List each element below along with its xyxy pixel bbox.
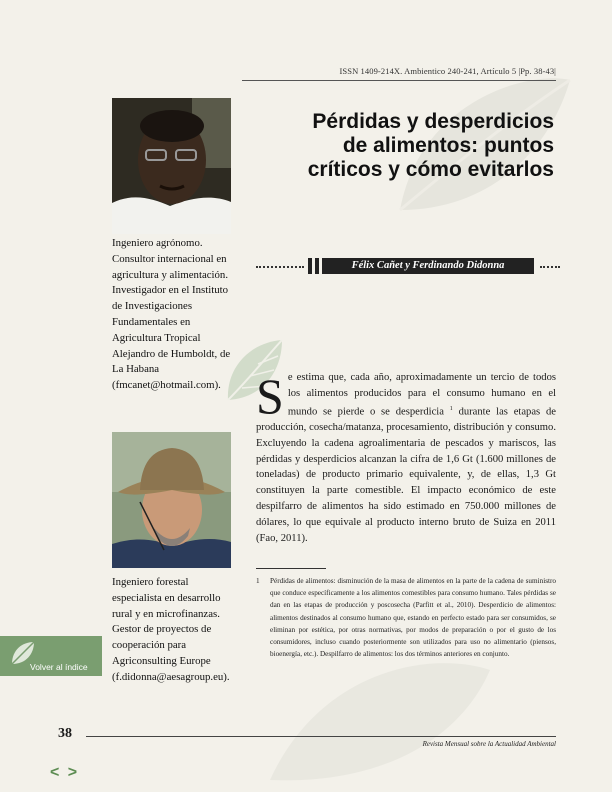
footnote (256, 575, 556, 660)
author-bar-marker (308, 258, 312, 274)
footnote-number: 1 (256, 577, 260, 585)
title-line: de alimentos: puntos (342, 134, 554, 157)
dotted-rule (540, 266, 560, 268)
back-to-index-button[interactable] (0, 636, 102, 676)
drop-cap: S (256, 368, 284, 424)
footnote-reference[interactable]: 1 (449, 405, 453, 412)
article-body (256, 370, 556, 546)
previous-page-button[interactable]: < (50, 764, 62, 781)
footer-divider (86, 736, 556, 737)
title-line: Pérdidas y desperdicios (312, 110, 554, 133)
body-paragraph-start: e estima que, cada año, aproximadamente un tercio de todos los alimentos producidos para el consumo humano en el mundo se pierde o se desperdicia (287, 372, 556, 418)
author-photo-canet (112, 98, 231, 234)
author-bio-canet: Ingeniero agrónomo. Consultor internacional en agricultura y alimentación. Investigador en el Instituto de Investigaciones Fundamentales en Agricultura Tropical Alejandro de Humboldt, de La Habana (fmcanet@hotmail.com). (112, 237, 231, 392)
background-leaf-icon (260, 640, 500, 790)
issn-header: ISSN 1409-214X. Ambientico 240-241, Artículo 5 |Pp. 38-43| (339, 66, 556, 76)
author-bar-marker (315, 258, 319, 274)
footnote-divider (256, 568, 326, 569)
page-navigation (50, 764, 79, 782)
back-to-index-label: Volver al índice (30, 662, 88, 672)
author-photo-didonna (112, 432, 231, 568)
title-line: críticos y cómo evitarlos (307, 158, 554, 181)
author-bar (256, 258, 556, 274)
author-bio-didonna: Ingeniero forestal especialista en desarrollo rural y en microfinanzas. Gestor de proyectos de cooperación para Agriconsulting Europe (f.didonna@aesagroup.eu). (112, 576, 230, 683)
header-divider (242, 80, 556, 81)
article-authors: Félix Cañet y Ferdinando Didonna (322, 258, 534, 274)
footnote-text: Pérdidas de alimentos: disminución de la masa de alimentos en la parte de la cadena de suministro que conduce específicamente a los alimentos comestibles para consumo humano. Tales pérdidas se dan en las etapas de producción y poscosecha (Parfitt et al., 2010). Desperdicio de alimentos: alimentos destinados al consumo humano que, estando en perfecto estado para ser consumidos, se eliminan por estética, por otras normativas, por modos de preparación o por el gusto de los consumidores, incluso cuando posteriormente son utilizados para uso no alimentario (piensos, bioenergía, etc.). Despilfarro de alimentos: los dos términos anteriores en conjunto. (270, 577, 556, 659)
body-paragraph-continued: durante las etapas de producción, cosecha/matanza, procesamiento, distribución y consumo. Excluyendo la cadena agroalimentaria de pescados y mariscos, las pérdidas y desperdicios alcanzan la cifra de 1,6 Gt (1.600 millones de toneladas) de producto primario equivalente, y, de ellas, 1,3 Gt constituyen la parte comestible. El impacto económico de este despilfarro de alimentos ha sido estimado en 750.000 millones de dólares, lo que equivale al producto interno bruto de Suiza en 2011 (Fao, 2011). (256, 406, 556, 544)
article-title (254, 110, 554, 182)
journal-name: Revista Mensual sobre la Actualidad Ambiental (422, 740, 556, 748)
page-number: 38 (58, 726, 72, 741)
dotted-rule (256, 266, 304, 268)
next-page-button[interactable]: > (67, 764, 80, 781)
